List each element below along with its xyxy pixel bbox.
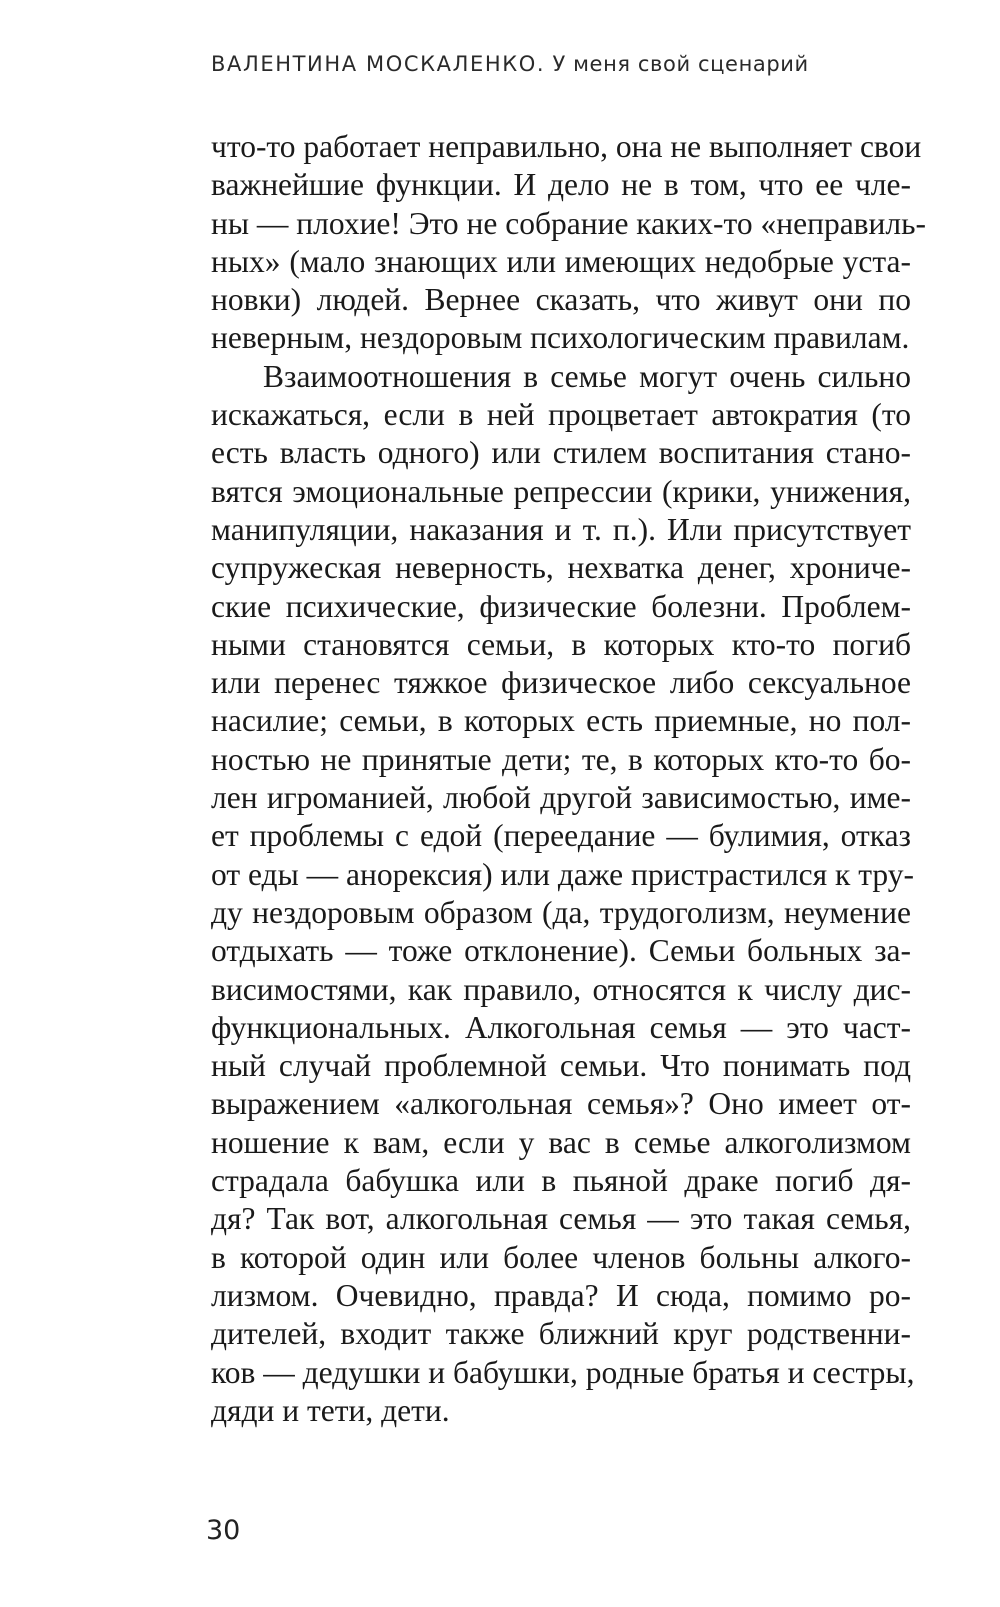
text-line: важнейшие функции. И дело не в том, что ее чле-: [211, 167, 911, 203]
text-line: висимостями, как правило, относятся к числу дис-: [211, 971, 911, 1007]
text-line: ны — плохие! Это не собрание каких-то «неправиль-: [211, 205, 926, 241]
text-line: ет проблемы с едой (переедание — булимия, отказ: [211, 818, 911, 854]
text-line: ношение к вам, если у вас в семье алкоголизмом: [211, 1124, 911, 1160]
text-line: манипуляции, наказания и т. п.). Или присутствует: [211, 511, 911, 547]
text-line: дяди и тети, дети.: [211, 1392, 450, 1428]
text-line: насилие; семьи, в которых есть приемные, но пол-: [211, 703, 911, 739]
text-line: вятся эмоциональные репрессии (крики, унижения,: [211, 473, 911, 509]
text-line: дя? Так вот, алкогольная семья — это такая семья,: [211, 1201, 911, 1237]
text-line: страдала бабушка или в пьяной драке погиб дя-: [211, 1163, 911, 1199]
text-line: отдыхать — тоже отклонение). Семьи больных за-: [211, 933, 911, 969]
text-line: ские психические, физические болезни. Проблем-: [211, 588, 911, 624]
text-line: супружеская неверность, нехватка денег, хрониче-: [211, 550, 911, 586]
text-line: Взаимоотношения в семье могут очень сильно: [263, 358, 911, 394]
text-line: есть власть одного) или стилем воспитания стано-: [211, 435, 911, 471]
text-line: лен игроманией, любой другой зависимостью, име-: [211, 780, 911, 816]
text-line: ду нездоровым образом (да, трудоголизм, неумение: [211, 894, 911, 930]
text-line: ных» (мало знающих или имеющих недобрые уста-: [211, 243, 911, 279]
text-line: лизмом. Очевидно, правда? И сюда, помимо ро-: [211, 1277, 911, 1313]
body-text: [211, 128, 926, 1430]
text-line: или перенес тяжкое физическое либо сексуальное: [211, 665, 911, 701]
text-line: функциональных. Алкогольная семья — это част-: [211, 1009, 911, 1045]
paragraph: [211, 128, 926, 358]
text-line: дителей, входит также ближний круг родственни-: [211, 1316, 911, 1352]
text-line: новки) людей. Вернее сказать, что живут они по: [211, 282, 911, 318]
text-line: выражением «алкогольная семья»? Оно имеет от-: [211, 1086, 911, 1122]
running-head-title: У меня свой сценарий: [552, 52, 809, 76]
running-head-author: ВАЛЕНТИНА МОСКАЛЕНКО.: [211, 52, 546, 76]
running-head: [211, 52, 809, 76]
text-line: что-то работает неправильно, она не выполняет свои: [211, 129, 922, 164]
text-line: ный случай проблемной семьи. Что понимать под: [211, 1048, 911, 1084]
text-line: от еды — анорексия) или даже пристрастился к тру-: [211, 856, 914, 892]
text-line: ными становятся семьи, в которых кто-то погиб: [211, 626, 911, 662]
text-line: искажаться, если в ней процветает автократия (то: [211, 397, 911, 433]
paragraph: [211, 358, 915, 1430]
text-line: ков — дедушки и бабушки, родные братья и сестры,: [211, 1354, 915, 1390]
text-line: неверным, нездоровым психологическим правилам.: [211, 320, 910, 356]
text-line: в которой один или более членов больны алкого-: [211, 1239, 911, 1275]
page-number: 30: [206, 1515, 241, 1546]
text-line: ностью не принятые дети; те, в которых кто-то бо-: [211, 741, 911, 777]
